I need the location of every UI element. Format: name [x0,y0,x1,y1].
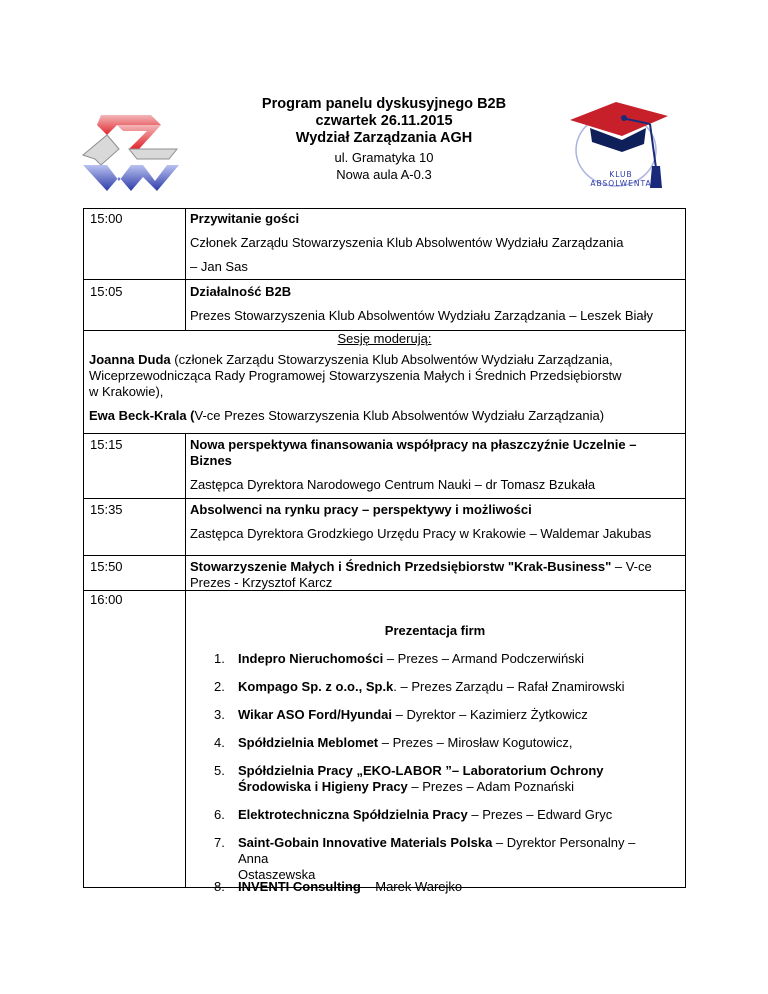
session-title-financing-2: Biznes [190,453,232,468]
time-15-50: 15:50 [90,559,123,574]
firm-contact: – Prezes – Mirosław Kogutowicz, [378,735,573,750]
row-divider [84,279,685,280]
firm-name: Indepro Nieruchomości [238,651,384,666]
firm-name: INVENTI Consulting [238,879,361,894]
time-16-00: 16:00 [90,592,123,607]
session-desc-krak-business-1: – V-ce [611,559,652,574]
list-item-number: 6. [214,807,225,822]
row-divider [84,590,685,591]
session-desc-welcome-2: – Jan Sas [190,259,248,274]
column-divider [185,209,186,330]
moderators-heading: Sesję moderują: [337,331,432,346]
firm-contact: – Dyrektor Personalny – Anna [238,835,636,866]
session-title-graduates: Absolwenci na rynku pracy – perspektywy i możliwości [190,502,532,517]
row-divider [84,433,685,434]
session-title-b2b: Działalność B2B [190,284,292,299]
firm-contact-line-2: Ostaszewska [238,867,316,882]
klub-absolwenta-text [586,170,656,188]
klub-text-line-1: KLUB [609,170,633,179]
time-15-05: 15:05 [90,284,123,299]
address-line-2: Nowa aula A-0.3 [336,167,432,182]
time-15-15: 15:15 [90,437,123,452]
firm-name: Kompago Sp. z o.o., Sp.k [238,679,394,694]
session-desc-krak-business-2: Prezes - Krzysztof Karcz [190,575,333,590]
row-divider [84,555,685,556]
klub-absolwenta-logo [568,98,673,193]
column-divider [185,433,186,887]
address-line-1: ul. Gramatyka 10 [334,150,434,165]
title-line-3: Wydział Zarządzania AGH [295,130,473,146]
firm-name: Elektrotechniczna Spółdzielnia Pracy [238,807,468,822]
moderator-1-name: Joanna Duda [89,352,171,367]
session-krak-business-line-1 [190,559,670,575]
firm-name: Spółdzielnia Meblomet [238,735,379,750]
list-item-number: 3. [214,707,225,722]
firm-contact: . – Prezes Zarządu – Rafał Znamirowski [393,679,625,694]
list-item-number: 1. [214,651,225,666]
firm-name-line-2: Środowiska i Higieny Pracy [238,779,408,794]
title-line-1: Program panelu dyskusyjnego B2B [261,96,507,112]
firm-contact: – Marek Warejko [360,879,463,894]
session-desc-financing: Zastępca Dyrektora Narodowego Centrum Nauki – dr Tomasz Bzukała [190,477,596,492]
list-item-number: 8. [214,879,225,894]
session-desc-graduates: Zastępca Dyrektora Grodzkiego Urzędu Pracy w Krakowie – Waldemar Jakubas [190,526,652,541]
moderator-1-line-1 [89,352,679,368]
moderator-1-line-2: Wiceprzewodnicząca Rady Programowej Stowarzyszenia Małych i Średnich Przedsiębiorstw [89,368,622,383]
row-divider [84,498,685,499]
list-item-number: 2. [214,679,225,694]
session-title-financing-1: Nowa perspektywa finansowania współpracy na płaszczyźnie Uczelnie – [190,437,637,452]
schedule-table [83,208,686,894]
firm-contact: – Prezes – Adam Poznański [407,779,574,794]
session-desc-b2b: Prezes Stowarzyszenia Klub Absolwentów Wydziału Zarządzania – Leszek Biały [190,308,654,323]
moderator-1-text-1: (członek Zarządu Stowarzyszenia Klub Absolwentów Wydziału Zarządzania, [170,352,613,367]
moderator-2-text: V-ce Prezes Stowarzyszenia Klub Absolwentów Wydziału Zarządzania) [194,408,605,423]
firms-presentation-title: Prezentacja firm [384,623,486,638]
list-item-number: 7. [214,835,225,850]
firm-contact: – Prezes – Edward Gryc [467,807,613,822]
session-desc-welcome-1: Członek Zarządu Stowarzyszenia Klub Absolwentów Wydziału Zarządzania [190,235,624,250]
klub-text-line-2: ABSOLWENTA [590,179,652,188]
list-item-number: 4. [214,735,225,750]
firm-name: Wikar ASO Ford/Hyundai [238,707,392,722]
session-title-welcome: Przywitanie gości [190,211,300,226]
time-15-00: 15:00 [90,211,123,226]
session-title-krak-business: Stowarzyszenie Małych i Średnich Przedsiębiorstw "Krak-Business" [190,559,612,574]
moderator-2-name: Ewa Beck-Krala ( [89,408,195,423]
list-item-number: 5. [214,763,225,778]
firm-contact: – Prezes – Armand Podczerwiński [383,651,585,666]
title-line-2: czwartek 26.11.2015 [315,113,453,129]
firm-name: Spółdzielnia Pracy „EKO-LABOR ”– Laboratorium Ochrony [238,763,604,778]
firm-name: Saint-Gobain Innovative Materials Polska [238,835,493,850]
firm-contact: – Dyrektor – Kazimierz Żytkowicz [391,707,588,722]
time-15-35: 15:35 [90,502,123,517]
moderator-2-line [89,408,679,424]
moderator-1-line-3: w Krakowie), [89,384,164,399]
